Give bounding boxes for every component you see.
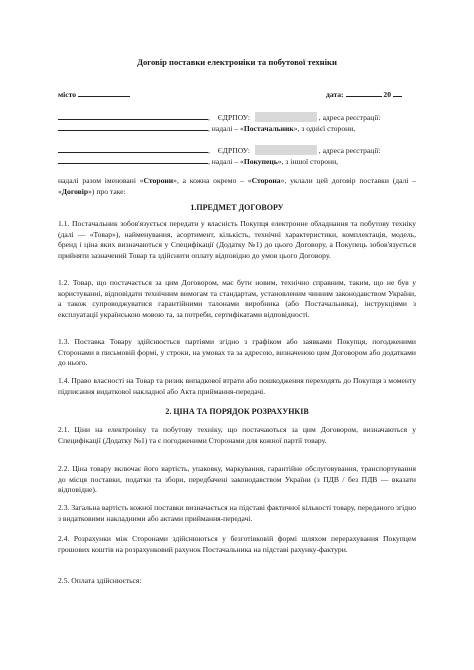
city-label: місто: [58, 90, 77, 99]
clause-1-3: 1.3. Поставка Товару здійснюється партіями згідно з графіком або заявками Покупця, погодженими Сторонами в письмовій формі, у строки, на умовах та за адресою, визначеною цим Договором або додатками до нього.: [58, 337, 416, 368]
date-label: дата:: [326, 90, 344, 99]
document-title: Договір поставки електроніки та побутової техніки: [137, 57, 337, 67]
supplier-address-blank[interactable]: [58, 122, 208, 131]
clause-1-2: 1.2. Товар, що постачається за цим Договором, має бути новим, технічно справним, таким, що не був у користуванні, відповідати технічним вимогам та стандартам, установленим чинним законодавством України, а також супроводжуватися гарантійними талонами виробника (або Постачальника), інструкціями з експлуатації українською мовою та, за потреби, сертифікатами відповідності.: [58, 278, 416, 319]
clause-2-1: 2.1. Ціни на електроніку та побутову техніку, що постачаються за цим Договором, визначаються у Специфікації (Додатку №1) та є погодженими Сторонами для кожної партії товару.: [58, 425, 416, 445]
buyer-line-1: , ЄДРПОУ: , адреса реєстрації:: [58, 144, 416, 156]
supplier-tail-pre: , надалі – «: [208, 124, 244, 133]
supplier-name-blank[interactable]: [58, 111, 208, 120]
buyer-tail-pre: , надалі – «: [208, 157, 244, 166]
city-date-line: [58, 88, 416, 100]
supplier-line-2: [58, 122, 416, 134]
supplier-edrpou-field[interactable]: [255, 112, 317, 122]
intro-paragraph: надалі разом іменовані «Сторони», а кожна окремо – «Сторона», уклали цей договір поставки (далі – «Договір») про таке:: [58, 176, 417, 196]
buyer-edrpou-field[interactable]: [255, 145, 317, 155]
section-2-heading: 2. ЦІНА ТА ПОРЯДОК РОЗРАХУНКІВ: [165, 407, 309, 416]
clause-2-2: 2.2. Ціна товару включає його вартість, упаковку, маркування, гарантійне обслуговування, транспортування до місця поставки, податки та збори, передбачені законодавством України (з ПДВ / без ПДВ — вказати відповідне).: [58, 464, 416, 495]
city-blank[interactable]: [78, 88, 130, 97]
supplier-line-1: , ЄДРПОУ: , адреса реєстрації:: [58, 111, 416, 123]
buyer-address-label: , адреса реєстрації:: [318, 146, 381, 155]
supplier-edrpou-label: ЄДРПОУ:: [217, 113, 250, 122]
date-blank[interactable]: [346, 88, 382, 97]
buyer-address-blank[interactable]: [58, 155, 208, 164]
date-year: 20: [383, 90, 391, 99]
clause-2-3: 2.3. Загальна вартість кожної поставки визначається на підставі фактичної кількості товару, переданого згідно з видатковими накладними або актами приймання-передачі.: [58, 503, 416, 523]
buyer-edrpou-label: ЄДРПОУ:: [217, 146, 250, 155]
clause-1-1: 1.1. Постачальник зобов'язується передати у власність Покупця електронне обладнання та побутову техніку (далі — «Товар»), найменування, асортимент, кількість, технічні характеристики, комплектація, модель, бренд і ціна яких визначаються у Специфікації (Додатку №1) до цього Договору, а Покупець зобов'язується прийняти зазначений Товар та здійснити оплату відповідно до умов цього Договору.: [58, 219, 416, 260]
buyer-line-2: [58, 155, 416, 167]
supplier-address-label: , адреса реєстрації:: [318, 113, 381, 122]
buyer-name-blank[interactable]: [58, 144, 208, 153]
buyer-tail-post: », з іншої сторони,: [277, 157, 339, 166]
clause-1-4: 1.4. Право власності на Товар та ризик випадкової втрати або пошкодження переходять до Покупця з моменту підписання видаткової накладної або Акта приймання-передачі.: [58, 376, 416, 396]
buyer-role: Покупець: [243, 157, 278, 166]
clause-2-5: 2.5. Оплата здійснюється:: [58, 576, 142, 585]
section-1-heading: 1.ПРЕДМЕТ ДОГОВОРУ: [190, 203, 284, 212]
year-blank[interactable]: [393, 88, 402, 97]
clause-2-4: 2.4. Розрахунки між Сторонами здійснюються у безготівковій формі шляхом перерахування Покупцем грошових коштів на розрахунковий рахунок Постачальника на підставі рахунку-фактури.: [58, 534, 416, 554]
supplier-tail-post: », з однієї сторони,: [293, 124, 356, 133]
supplier-role: Постачальник: [243, 124, 294, 133]
